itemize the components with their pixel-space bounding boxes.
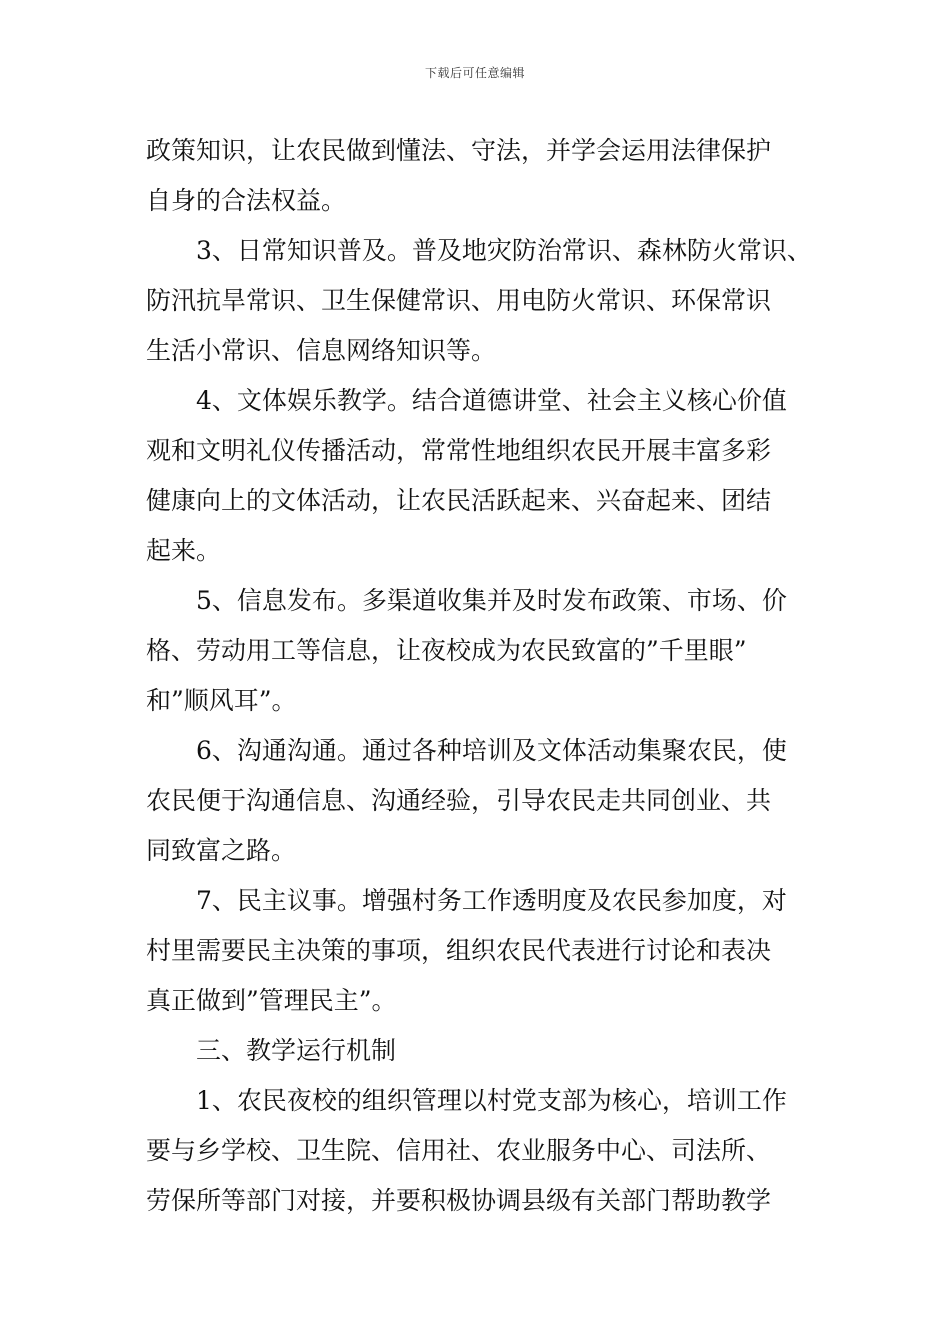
text-line: 观和文明礼仪传播活动，常常性地组织农民开展丰富多彩 [146, 436, 772, 465]
text-line: 1、农民夜校的组织管理以村党支部为核心，培训工作 [196, 1086, 787, 1115]
text-line: 和”顺风耳”。 [146, 686, 297, 715]
text-line: 6、沟通沟通。通过各种培训及文体活动集聚农民，使 [196, 736, 787, 765]
text-line: 同致富之路。 [146, 836, 297, 865]
text-line: 4、文体娱乐教学。结合道德讲堂、社会主义核心价值 [196, 386, 787, 415]
text-line: 政策知识，让农民做到懂法、守法，并学会运用法律保护 [146, 136, 772, 165]
page-header: 下载后可任意编辑 [424, 66, 525, 80]
text-line: 自身的合法权益。 [146, 186, 347, 215]
text-line: 村里需要民主决策的事项，组织农民代表进行讨论和表决 [146, 936, 772, 965]
text-line: 起来。 [146, 536, 222, 565]
text-line: 健康向上的文体活动，让农民活跃起来、兴奋起来、团结 [146, 486, 772, 515]
text-line: 真正做到”管理民主”。 [146, 986, 397, 1015]
text-line: 3、日常知识普及。普及地灾防治常识、森林防火常识、 [196, 236, 812, 265]
text-line: 格、劳动用工等信息，让夜校成为农民致富的”千里眼” [146, 636, 747, 665]
text-line: 劳保所等部门对接，并要积极协调县级有关部门帮助教学 [146, 1186, 772, 1215]
text-line: 5、信息发布。多渠道收集并及时发布政策、市场、价 [196, 586, 787, 615]
text-line: 生活小常识、信息网络知识等。 [146, 336, 497, 365]
text-line: 要与乡学校、卫生院、信用社、农业服务中心、司法所、 [146, 1136, 772, 1165]
text-line: 7、民主议事。增强村务工作透明度及农民参加度，对 [196, 886, 787, 915]
text-line: 三、教学运行机制 [196, 1036, 397, 1065]
document-body [146, 126, 826, 1226]
text-line: 农民便于沟通信息、沟通经验，引导农民走共同创业、共 [146, 786, 772, 815]
text-line: 防汛抗旱常识、卫生保健常识、用电防火常识、环保常识 [146, 286, 772, 315]
